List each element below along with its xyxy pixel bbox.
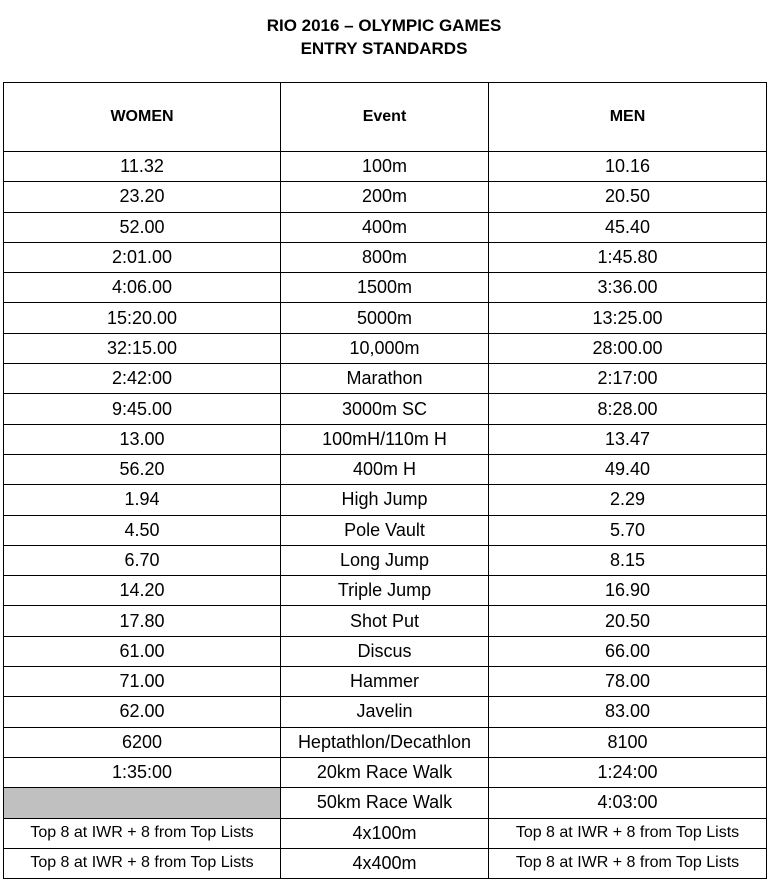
cell-event: Heptathlon/Decathlon — [281, 727, 489, 757]
cell-men: 1:24:00 — [489, 757, 767, 787]
cell-men: Top 8 at IWR + 8 from Top Lists — [489, 818, 767, 848]
cell-women: 1:35:00 — [4, 757, 281, 787]
cell-men: 8.15 — [489, 545, 767, 575]
table-row — [4, 757, 767, 787]
table-header-row — [4, 83, 767, 152]
table-row — [4, 273, 767, 303]
title-line-1: RIO 2016 – OLYMPIC GAMES — [266, 16, 502, 35]
table-row — [4, 394, 767, 424]
cell-women: 2:42:00 — [4, 364, 281, 394]
cell-men: 45.40 — [489, 212, 767, 242]
table-row — [4, 576, 767, 606]
cell-women: 1.94 — [4, 485, 281, 515]
cell-men: 13.47 — [489, 424, 767, 454]
cell-event: 100m — [281, 152, 489, 182]
table-row — [4, 848, 767, 878]
table-row — [4, 424, 767, 454]
cell-event: 10,000m — [281, 333, 489, 363]
cell-women: 13.00 — [4, 424, 281, 454]
cell-men: 1:45.80 — [489, 242, 767, 272]
table-row — [4, 515, 767, 545]
cell-event: Triple Jump — [281, 576, 489, 606]
table-row — [4, 182, 767, 212]
header-women: WOMEN — [4, 83, 281, 152]
cell-women: Top 8 at IWR + 8 from Top Lists — [4, 818, 281, 848]
cell-men: 20.50 — [489, 182, 767, 212]
table-row — [4, 485, 767, 515]
cell-event: Discus — [281, 636, 489, 666]
cell-event: 800m — [281, 242, 489, 272]
cell-women: 2:01.00 — [4, 242, 281, 272]
cell-women: 14.20 — [4, 576, 281, 606]
cell-event: High Jump — [281, 485, 489, 515]
cell-women: 11.32 — [4, 152, 281, 182]
cell-men: 4:03:00 — [489, 788, 767, 818]
cell-women: 52.00 — [4, 212, 281, 242]
cell-men: 78.00 — [489, 667, 767, 697]
cell-women: 9:45.00 — [4, 394, 281, 424]
table-row — [4, 818, 767, 848]
table-row — [4, 303, 767, 333]
cell-event: Javelin — [281, 697, 489, 727]
entry-standards-table — [3, 82, 767, 879]
cell-women: 56.20 — [4, 454, 281, 484]
header-men: MEN — [489, 83, 767, 152]
title-line-2: ENTRY STANDARDS — [300, 39, 468, 58]
cell-women: 4:06.00 — [4, 273, 281, 303]
cell-men: 10.16 — [489, 152, 767, 182]
cell-women: 17.80 — [4, 606, 281, 636]
cell-event: Marathon — [281, 364, 489, 394]
table-row — [4, 606, 767, 636]
table-row — [4, 697, 767, 727]
cell-event: Pole Vault — [281, 515, 489, 545]
table-row — [4, 333, 767, 363]
cell-men: 49.40 — [489, 454, 767, 484]
cell-men: 8:28.00 — [489, 394, 767, 424]
cell-event: 50km Race Walk — [281, 788, 489, 818]
cell-men: 83.00 — [489, 697, 767, 727]
table-row — [4, 636, 767, 666]
header-event: Event — [281, 83, 489, 152]
cell-event: 200m — [281, 182, 489, 212]
cell-women: 6.70 — [4, 545, 281, 575]
cell-women: 15:20.00 — [4, 303, 281, 333]
cell-men: 20.50 — [489, 606, 767, 636]
cell-event: 400m H — [281, 454, 489, 484]
cell-women: 23.20 — [4, 182, 281, 212]
table-row — [4, 364, 767, 394]
cell-men: 13:25.00 — [489, 303, 767, 333]
table-row — [4, 212, 767, 242]
table-row — [4, 454, 767, 484]
cell-men: 66.00 — [489, 636, 767, 666]
cell-women: 32:15.00 — [4, 333, 281, 363]
cell-men: 28:00.00 — [489, 333, 767, 363]
cell-men: Top 8 at IWR + 8 from Top Lists — [489, 848, 767, 878]
cell-men: 2.29 — [489, 485, 767, 515]
cell-men: 8100 — [489, 727, 767, 757]
cell-women: 4.50 — [4, 515, 281, 545]
cell-event: Hammer — [281, 667, 489, 697]
cell-event: 100mH/110m H — [281, 424, 489, 454]
cell-event: 4x100m — [281, 818, 489, 848]
cell-men: 3:36.00 — [489, 273, 767, 303]
cell-event: Shot Put — [281, 606, 489, 636]
cell-women: 71.00 — [4, 667, 281, 697]
table-row — [4, 545, 767, 575]
cell-event: 20km Race Walk — [281, 757, 489, 787]
cell-men: 16.90 — [489, 576, 767, 606]
table-row — [4, 788, 767, 818]
table-row — [4, 667, 767, 697]
cell-event: Long Jump — [281, 545, 489, 575]
cell-women: 61.00 — [4, 636, 281, 666]
cell-men: 2:17:00 — [489, 364, 767, 394]
table-row — [4, 242, 767, 272]
cell-event: 3000m SC — [281, 394, 489, 424]
cell-event: 400m — [281, 212, 489, 242]
cell-women: 62.00 — [4, 697, 281, 727]
cell-event: 1500m — [281, 273, 489, 303]
table-body — [4, 152, 767, 879]
cell-men: 5.70 — [489, 515, 767, 545]
document-title — [0, 14, 768, 60]
cell-women — [4, 788, 281, 818]
table-row — [4, 152, 767, 182]
cell-event: 4x400m — [281, 848, 489, 878]
cell-event: 5000m — [281, 303, 489, 333]
cell-women: 6200 — [4, 727, 281, 757]
cell-women: Top 8 at IWR + 8 from Top Lists — [4, 848, 281, 878]
table-row — [4, 727, 767, 757]
